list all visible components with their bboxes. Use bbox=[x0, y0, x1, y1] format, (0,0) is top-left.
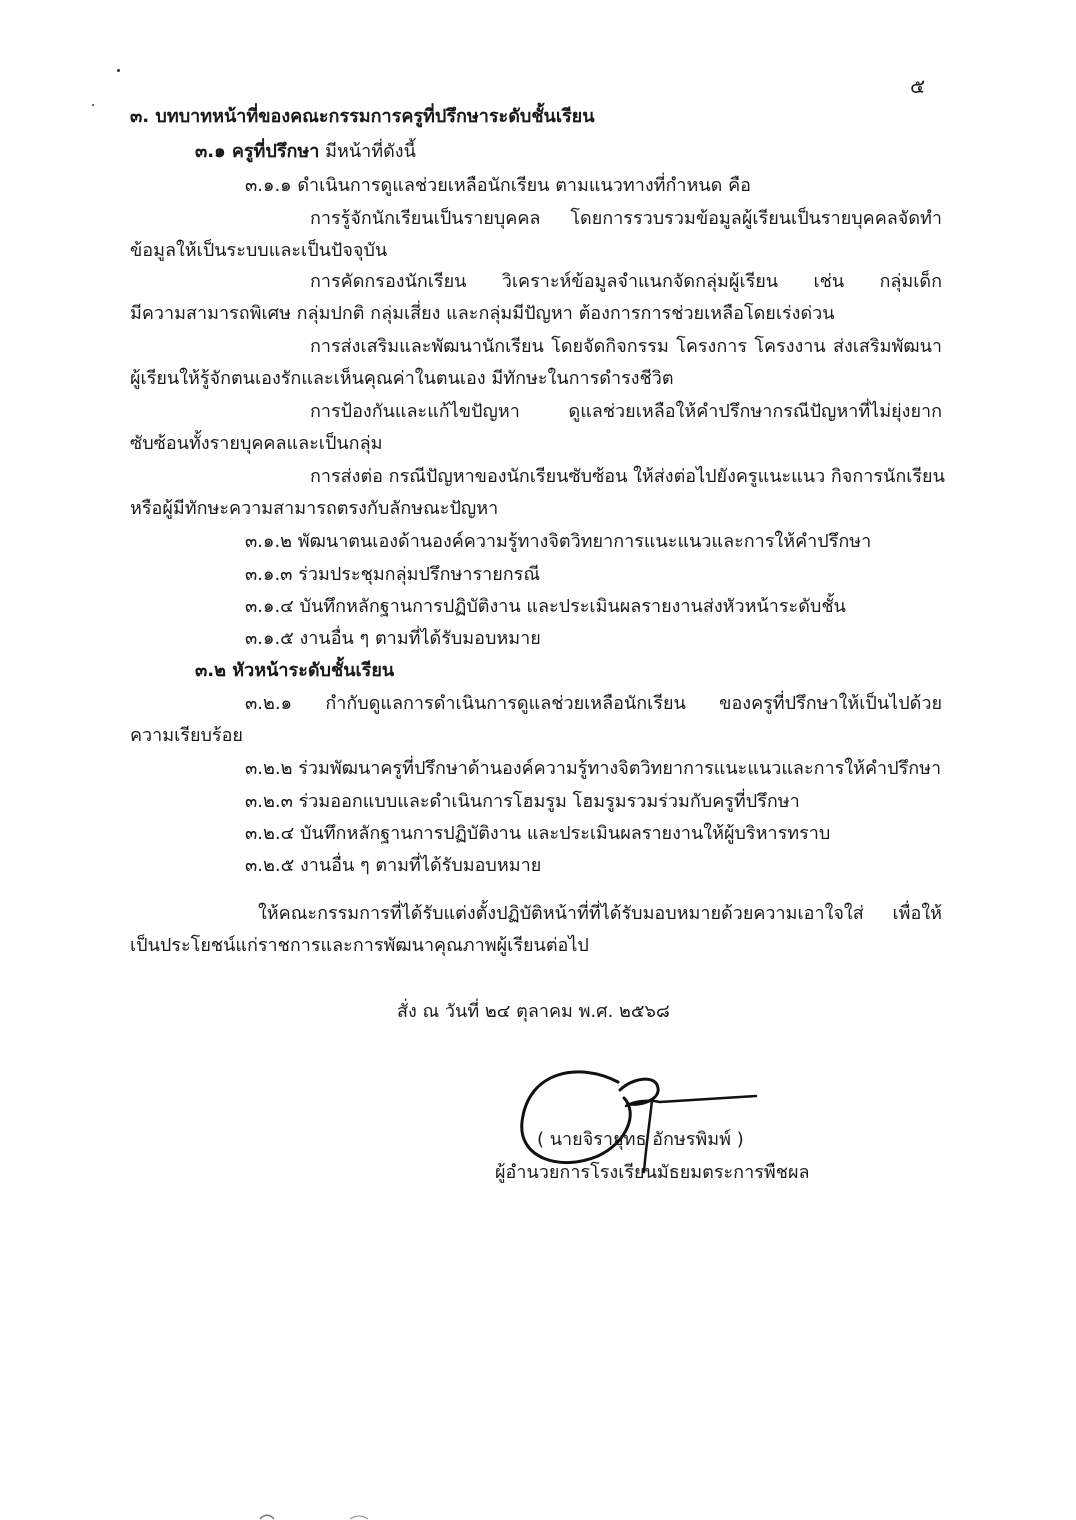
scan-speck bbox=[117, 69, 120, 72]
item-3-1-2: ๓.๑.๒ พัฒนาตนเองด้านองค์ความรู้ทางจิตวิทยาการแนะแนวและการให้คำปรึกษา bbox=[245, 531, 872, 552]
page-number: ๕ bbox=[910, 74, 926, 98]
item-3-2-5: ๓.๒.๕ งานอื่น ๆ ตามที่ได้รับมอบหมาย bbox=[245, 855, 542, 876]
signer-name: ( นายจิรายุทธ อักษรพิมพ์ ) bbox=[537, 1129, 744, 1150]
para-promotion-b: ผู้เรียนให้รู้จักตนเองรักและเห็นคุณค่าในตนเอง มีทักษะในการดำรงชีวิต bbox=[130, 368, 674, 389]
para-referral-a: การส่งต่อ กรณีปัญหาของนักเรียนซับซ้อน ให้ส่งต่อไปยังครูแนะแนว กิจการนักเรียน bbox=[310, 466, 945, 487]
section-3-2-heading: ๓.๒ หัวหน้าระดับชั้นเรียน bbox=[195, 660, 395, 681]
section-3-1-heading-rest: มีหน้าที่ดังนี้ bbox=[319, 141, 416, 162]
item-3-2-1-b: ความเรียบร้อย bbox=[130, 725, 243, 746]
para-prevention-b: ซับซ้อนทั้งรายบุคคลและเป็นกลุ่ม bbox=[130, 433, 383, 454]
scan-speck bbox=[92, 104, 94, 106]
order-date: สั่ง ณ วันที่ ๒๔ ตุลาคม พ.ศ. ๒๕๖๘ bbox=[397, 1001, 670, 1022]
item-3-2-1-a: ๓.๒.๑ กำกับดูแลการดำเนินการดูแลช่วยเหลือนักเรียน ของครูที่ปรึกษาให้เป็นไปด้วย bbox=[245, 693, 942, 714]
section-3-1-heading-bold: ๓.๑ ครูที่ปรึกษา bbox=[195, 141, 320, 162]
item-3-2-3: ๓.๒.๓ ร่วมออกแบบและดำเนินการโฮมรูม โฮมรูมรวมร่วมกับครูที่ปรึกษา bbox=[245, 791, 800, 812]
para-screening-a: การคัดกรองนักเรียน วิเคราะห์ข้อมูลจำแนกจัดกลุ่มผู้เรียน เช่น กลุ่มเด็ก bbox=[310, 271, 942, 292]
scan-artifact-marks bbox=[250, 1508, 450, 1520]
item-3-1-4: ๓.๑.๔ บันทึกหลักฐานการปฏิบัติงาน และประเมินผลรายงานส่งหัวหน้าระดับชั้น bbox=[245, 596, 846, 617]
item-3-1-1: ๓.๑.๑ ดำเนินการดูแลช่วยเหลือนักเรียน ตามแนวทางที่กำหนด คือ bbox=[245, 175, 751, 196]
signer-position: ผู้อำนวยการโรงเรียนมัธยมตระการพืชผล bbox=[495, 1162, 810, 1183]
para-individual-b: ข้อมูลให้เป็นระบบและเป็นปัจจุบัน bbox=[130, 240, 388, 261]
para-referral-b: หรือผู้มีทักษะความสามารถตรงกับลักษณะปัญหา bbox=[130, 498, 499, 519]
item-3-2-4: ๓.๒.๔ บันทึกหลักฐานการปฏิบัติงาน และประเมินผลรายงานให้ผู้บริหารทราบ bbox=[245, 823, 831, 844]
para-promotion-a: การส่งเสริมและพัฒนานักเรียน โดยจัดกิจกรรม โครงการ โครงงาน ส่งเสริมพัฒนา bbox=[310, 336, 942, 357]
item-3-1-5: ๓.๑.๕ งานอื่น ๆ ตามที่ได้รับมอบหมาย bbox=[245, 628, 541, 649]
para-individual-a: การรู้จักนักเรียนเป็นรายบุคคล โดยการรวบรวมข้อมูลผู้เรียนเป็นรายบุคคลจัดทำ bbox=[310, 208, 942, 229]
closing-para-b: เป็นประโยชน์แก่ราชการและการพัฒนาคุณภาพผู้เรียนต่อไป bbox=[130, 935, 589, 956]
para-prevention-a: การป้องกันและแก้ไขปัญหา ดูแลช่วยเหลือให้คำปรึกษากรณีปัญหาที่ไม่ยุ่งยาก bbox=[310, 401, 942, 422]
closing-para-a: ให้คณะกรรมการที่ได้รับแต่งตั้งปฏิบัติหน้าที่ที่ได้รับมอบหมายด้วยความเอาใจใส่ เพื่อให้ bbox=[258, 903, 942, 924]
item-3-2-2: ๓.๒.๒ ร่วมพัฒนาครูที่ปรึกษาด้านองค์ความรู้ทางจิตวิทยาการแนะแนวและการให้คำปรึกษา bbox=[245, 758, 942, 779]
section-3-1-heading bbox=[195, 139, 416, 165]
para-screening-b: มีความสามารถพิเศษ กลุ่มปกติ กลุ่มเสี่ยง และกลุ่มมีปัญหา ต้องการการช่วยเหลือโดยเร่งด่วน bbox=[130, 303, 835, 324]
item-3-1-3: ๓.๑.๓ ร่วมประชุมกลุ่มปรึกษารายกรณี bbox=[245, 564, 541, 585]
section-3-title: ๓. บทบาทหน้าที่ของคณะกรรมการครูที่ปรึกษาระดับชั้นเรียน bbox=[130, 106, 595, 127]
